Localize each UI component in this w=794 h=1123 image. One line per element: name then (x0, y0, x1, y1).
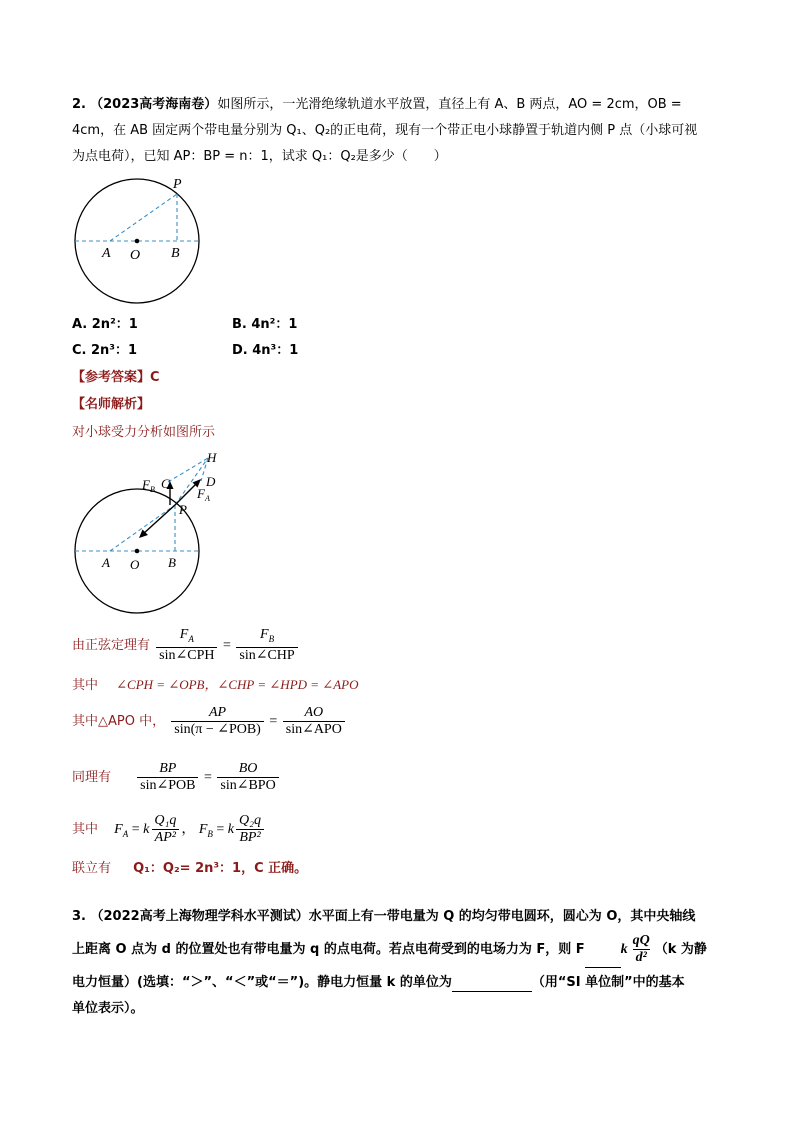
q2-text-line1: 如图所示，一光滑绝缘轨道水平放置，直径上有 A、B 两点，AO = 2cm，OB = (217, 97, 682, 112)
sine-equation: $\frac{F_A}{\text{sin∠CPH}}$ = $\frac{F_B}{\text{sin∠CHP}}$ (154, 638, 300, 653)
tri-label: 其中△APO 中， (72, 714, 166, 729)
same-label: 同理有 (72, 770, 112, 785)
option-a: A. 2n²：1 (72, 317, 138, 332)
inward-arrow-shaft (143, 505, 175, 534)
where1-line (72, 676, 358, 695)
answer-value: C (150, 370, 160, 385)
option-d: D. 4n³：1 (232, 343, 299, 358)
q3-number: 3. (72, 909, 86, 924)
label-p: P (173, 177, 182, 192)
q3-blank-2[interactable] (452, 991, 532, 992)
label-fb: $F_B$ (142, 477, 155, 494)
same-equation: $\frac{BP}{\text{sin∠POB}}$ = $\frac{BO}{\text{sin∠BPO}}$ (135, 770, 281, 785)
label-p-2: P (179, 502, 187, 517)
q3-text-line4: 单位表示）。 (72, 1001, 144, 1016)
label-h: H (207, 450, 217, 465)
where2-label: 其中 (72, 822, 99, 837)
answer-line (72, 369, 160, 387)
q2-line1 (72, 96, 682, 114)
q2-source: （2023高考海南卷） (90, 97, 218, 112)
q3-text-line1: 水平面上有一带电量为 Q 的均匀带电圆环，圆心为 O，其中央轴线 (308, 909, 696, 924)
q2-text-line3: 为点电荷），已知 AP：BP = n：1，试求 Q₁：Q₂是多少（ ） (72, 149, 447, 164)
label-a-2: A (102, 555, 110, 570)
label-a: A (102, 246, 111, 261)
conclude-line (72, 860, 307, 878)
q3-text-line2b: （k 为静 (654, 942, 707, 957)
option-c: C. 2n³：1 (72, 343, 138, 358)
q2-text-line2: 4cm，在 AB 固定两个带电量分别为 Q₁、Q₂的正电荷，现有一个带正电小球静置于轨道内侧 P 点（小球可视 (72, 123, 698, 138)
label-d: D (206, 474, 216, 489)
label-c: C (161, 476, 170, 491)
option-b: B. 4n²：1 (232, 317, 298, 332)
q3-line1 (72, 908, 695, 926)
q2-number: 2. (72, 97, 86, 112)
analysis-tag: 【名师解析】 (72, 397, 151, 412)
label-b-2: B (168, 555, 176, 570)
sine-frac-1: $\frac{F_A}{\text{sin∠CPH}}$ (156, 627, 217, 664)
label-o: O (130, 248, 141, 263)
conclude-label: 联立有 (72, 861, 112, 876)
answer-tag: 【参考答案】 (72, 370, 151, 385)
center-dot-2 (135, 549, 140, 554)
q3-text-line2a: 上距离 O 点为 d 的位置处也有带电量为 q 的点电荷。若点电荷受到的电场力为 F，则 F (72, 942, 585, 957)
center-dot (135, 239, 140, 244)
where1-text: ∠CPH = ∠OPB，∠CHP = ∠HPD = ∠APO (116, 677, 359, 692)
conclude-text: Q₁：Q₂= 2n³：1，C 正确。 (133, 861, 308, 876)
label-o-2: O (130, 557, 140, 572)
sine-frac-2: $\frac{F_B}{\text{sin∠CHP}}$ (236, 627, 297, 664)
sine-intro: 由正弦定理有 (72, 638, 151, 653)
tri-line (72, 700, 347, 744)
tri-equation: $\frac{AP}{\text{sin(π − ∠POB)}}$ = $\frac{AO}{\text{sin∠APO}}$ (169, 714, 347, 729)
q3-blank-1[interactable] (585, 967, 621, 968)
coulomb-line (72, 808, 266, 856)
analysis-intro: 对小球受力分析如图所示 (72, 425, 216, 440)
label-fa: $F_A$ (197, 486, 210, 503)
ap-line-2 (110, 505, 175, 551)
q3-source: （2022高考上海物理学科水平测试） (90, 909, 309, 924)
sine-law-line (72, 626, 300, 666)
where1-label: 其中 (72, 678, 99, 693)
q3-text-line3b: （用“SI 单位制”中的基本 (531, 975, 685, 990)
label-b: B (171, 246, 180, 261)
coulomb-equation: $F_A = k$ $\frac{\text{Q₁q}}{\text{AP²}}$ ， $F_B = k$ $\frac{\text{Q₂q}}{\text{BP²}}$ (114, 822, 266, 837)
q2-figure-forces (70, 448, 240, 618)
q3-line3 (72, 974, 685, 992)
q3-frac: $\frac{qQ}{\text{d²}}$ (632, 933, 650, 966)
q3-text-line3a: 电力恒量）(选填：“＞”、“＜”或“＝”)。静电力恒量 k 的单位为 (72, 975, 452, 990)
ap-line (110, 194, 177, 241)
same-line (72, 756, 281, 800)
q3-line2: 上距离 O 点为 d 的位置处也有带电量为 q 的点电荷。若点电荷受到的电场力为 F，则 F k $\frac{qQ}{\text{d²}}$ （k 为静 (72, 932, 707, 968)
q2-figure-circle (70, 174, 210, 314)
